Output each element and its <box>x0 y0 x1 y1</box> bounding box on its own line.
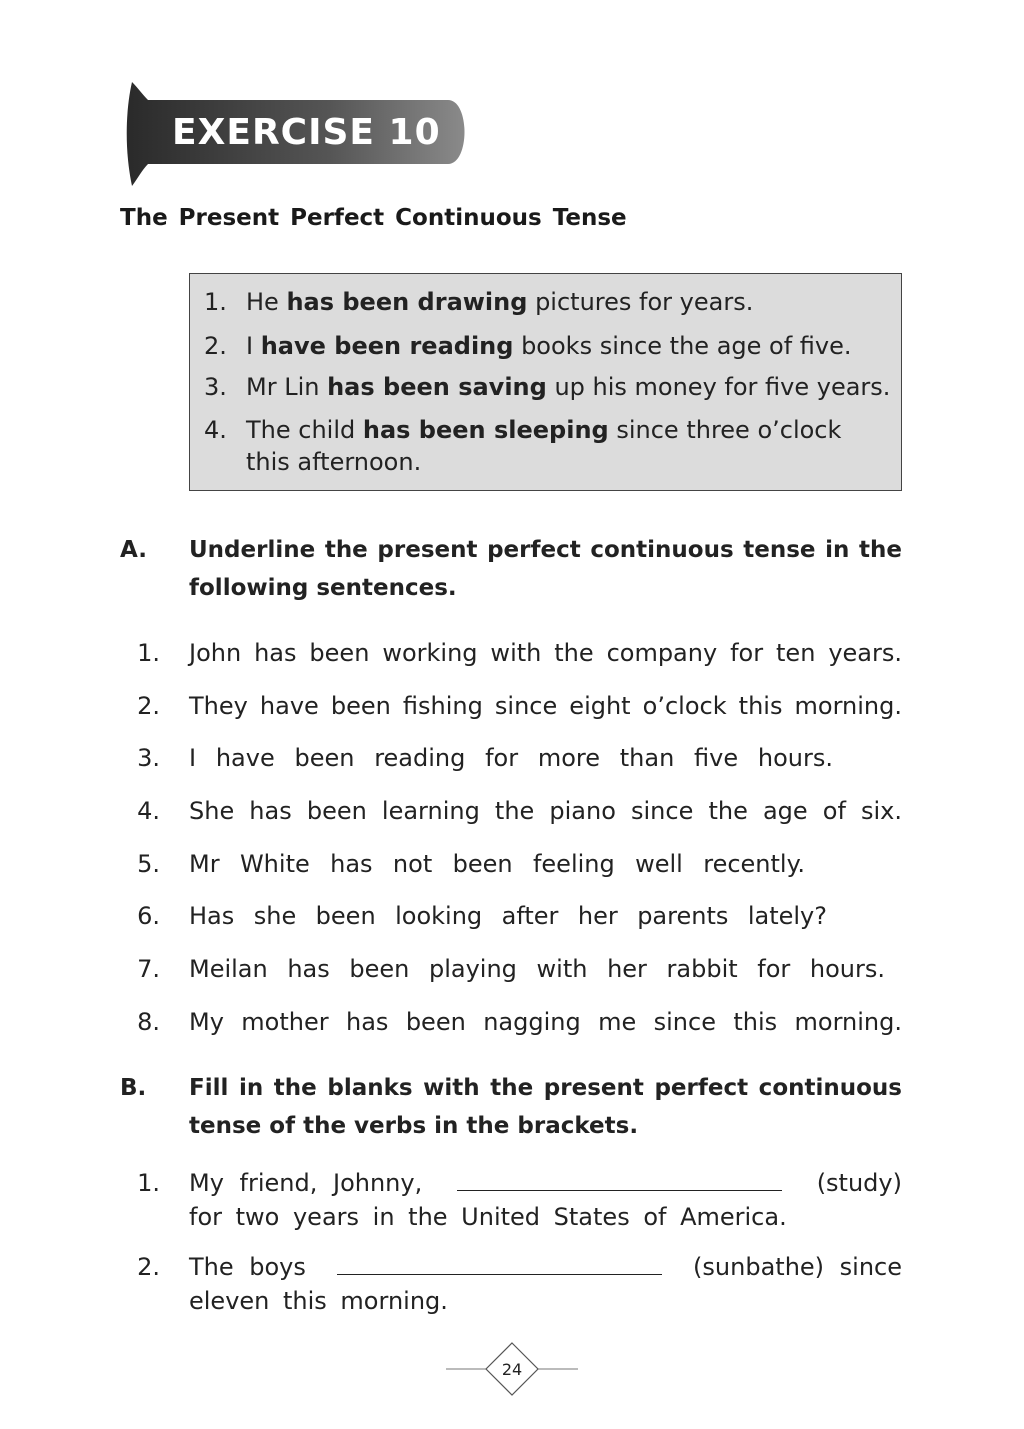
item-number: 6. <box>137 902 160 930</box>
exercise-banner <box>118 78 478 190</box>
sentence: Meilan has been playing with her rabbit for hours. <box>189 955 885 983</box>
fill-text-before: My friend, Johnny, <box>189 1169 423 1197</box>
sentence: She has been learning the piano since the age of six. <box>189 797 902 825</box>
fill-item <box>189 1169 902 1197</box>
exercise-title: EXERCISE 10 <box>172 112 441 153</box>
example-verb: has been sleeping <box>362 416 609 444</box>
page-number: 24 <box>501 1360 523 1379</box>
fill-continuation: for two years in the United States of America. <box>189 1203 787 1231</box>
answer-blank[interactable] <box>337 1273 662 1275</box>
item-number: 4. <box>137 797 160 825</box>
example-number: 4. <box>204 416 227 444</box>
sentence: My mother has been nagging me since this morning. <box>189 1008 902 1036</box>
sentence: Has she been looking after her parents lately? <box>189 902 827 930</box>
fill-item <box>189 1253 902 1281</box>
verb-hint: (sunbathe) since <box>693 1253 902 1281</box>
item-number: 7. <box>137 955 160 983</box>
fill-text-before: The boys <box>189 1253 306 1281</box>
example-box <box>189 273 902 491</box>
verb-hint: (study) <box>816 1169 902 1197</box>
fill-continuation: eleven this morning. <box>189 1287 448 1315</box>
item-number: 1. <box>137 1169 160 1197</box>
example-text: books since the age of five. <box>513 332 852 360</box>
example-number: 1. <box>204 288 227 316</box>
section-b-letter: B. <box>120 1075 147 1101</box>
example-text: since three o’clock <box>608 416 842 444</box>
example-text: The child <box>246 416 363 444</box>
example-item <box>204 416 841 444</box>
example-verb: have been reading <box>260 332 514 360</box>
item-number: 1. <box>137 639 160 667</box>
page-subtitle: The Present Perfect Continuous Tense <box>120 205 627 231</box>
example-text: He <box>246 288 287 316</box>
example-text: Mr Lin <box>246 373 328 401</box>
example-item <box>204 332 852 360</box>
example-continuation: this afternoon. <box>246 448 422 476</box>
sentence: I have been reading for more than five hours. <box>189 744 833 772</box>
answer-blank[interactable] <box>457 1189 782 1191</box>
sentence: They have been fishing since eight o’clock this morning. <box>189 692 902 720</box>
example-item <box>204 373 890 401</box>
example-number: 2. <box>204 332 227 360</box>
section-a-letter: A. <box>120 537 147 563</box>
example-item <box>204 288 753 316</box>
sentence: John has been working with the company for ten years. <box>189 639 902 667</box>
item-number: 2. <box>137 692 160 720</box>
item-number: 5. <box>137 850 160 878</box>
section-b-instruction: Fill in the blanks with the present perfect continuous tense of the verbs in the brackets. <box>189 1075 902 1139</box>
page-number-badge <box>446 1340 578 1400</box>
example-verb: has been drawing <box>286 288 528 316</box>
section-a-instruction: Underline the present perfect continuous tense in the following sentences. <box>189 537 902 601</box>
example-text: pictures for years. <box>527 288 754 316</box>
example-number: 3. <box>204 373 227 401</box>
example-text: I <box>246 332 261 360</box>
sentence: Mr White has not been feeling well recently. <box>189 850 805 878</box>
example-text: up his money for five years. <box>546 373 891 401</box>
example-verb: has been saving <box>327 373 547 401</box>
item-number: 3. <box>137 744 160 772</box>
item-number: 2. <box>137 1253 160 1281</box>
item-number: 8. <box>137 1008 160 1036</box>
